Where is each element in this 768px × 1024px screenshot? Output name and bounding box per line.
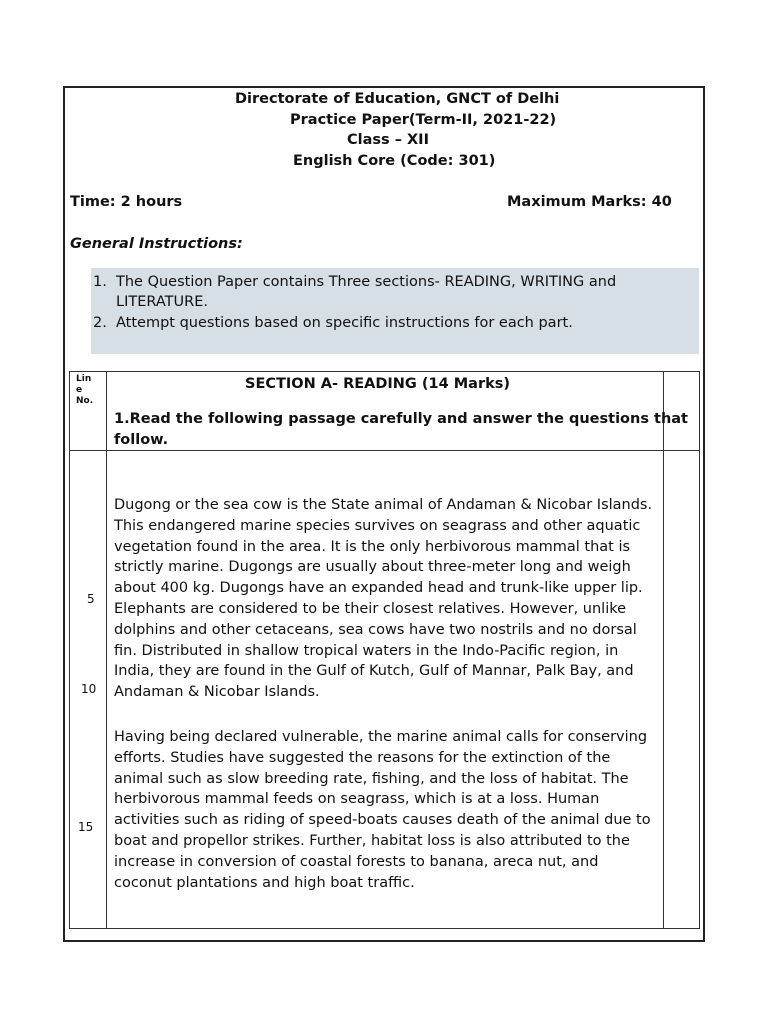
question-1-line-2: follow. — [114, 432, 169, 448]
general-instructions-heading: General Instructions: — [70, 236, 243, 252]
passage-line: activities such as riding of speed-boats causes death of the animal due to — [114, 812, 651, 829]
passage-line: coconut plantations and high boat traffic. — [114, 874, 415, 891]
instruction-1-line-2: LITERATURE. — [116, 294, 208, 310]
passage-line: efforts. Studies have suggested the reasons for the extinction of the — [114, 749, 611, 766]
passage-line: Elephants are considered to be their closest relatives. However, unlike — [114, 600, 627, 617]
instruction-1-number: 1. — [93, 274, 107, 290]
instruction-2-number: 2. — [93, 315, 107, 331]
passage-paragraph-1 — [114, 495, 659, 703]
passage-line: strictly marine. Dugongs are usually about three-meter long and weigh — [114, 559, 631, 576]
passage-line: boat and propellor strikes. Further, habitat loss is also attributed to the — [114, 832, 630, 849]
instruction-1-line-1: The Question Paper contains Three sections- READING, WRITING and — [116, 274, 617, 290]
passage-line: herbivorous mammal feeds on seagrass, which is at a loss. Human — [114, 791, 600, 808]
passage-line: vegetation found in the area. It is the only herbivorous mammal that is — [114, 538, 631, 555]
passage-line: Having being declared vulnerable, the marine animal calls for conserving — [114, 729, 648, 745]
question-1-line-1: 1.Read the following passage carefully and answer the questions that — [114, 411, 688, 427]
passage-line: fin. Distributed in shallow tropical waters in the Indo-Pacific region, in — [114, 642, 619, 659]
table-divider-marks — [663, 371, 664, 929]
passage-line: animal such as slow breeding rate, fishing, and the loss of habitat. The — [114, 770, 629, 787]
time-allowed: Time: 2 hours — [70, 194, 183, 210]
header-subject: English Core (Code: 301) — [293, 153, 496, 169]
passage-line: Dugong or the sea cow is the State animal of Andaman & Nicobar Islands. — [114, 497, 653, 513]
header-class: Class – XII — [347, 132, 429, 148]
passage-line: increase in conversion of coastal forests to banana, areca nut, and — [114, 853, 599, 870]
table-divider-line-number — [106, 371, 107, 929]
passage-paragraph-2 — [114, 727, 659, 893]
section-a-title: SECTION A- READING (14 Marks) — [245, 376, 511, 392]
line-number-5: 5 — [87, 592, 95, 606]
maximum-marks: Maximum Marks: 40 — [507, 194, 672, 210]
passage-line: dolphins and other cetaceans, sea cows have two nostrils and no dorsal — [114, 621, 637, 638]
passage-line: India, they are found in the Gulf of Kutch, Gulf of Mannar, Palk Bay, and — [114, 663, 634, 680]
header-directorate: Directorate of Education, GNCT of Delhi — [235, 91, 560, 107]
table-header-divider — [69, 450, 700, 451]
instruction-2-line-1: Attempt questions based on specific instructions for each part. — [116, 315, 573, 331]
line-number-column-header: Lin e No. — [76, 374, 94, 406]
line-number-10: 10 — [81, 682, 97, 696]
passage-line: Andaman & Nicobar Islands. — [114, 684, 320, 701]
passage-line: This endangered marine species survives on seagrass and other aquatic — [114, 517, 641, 534]
header-paper-title: Practice Paper(Term-II, 2021-22) — [290, 112, 557, 128]
line-number-15: 15 — [78, 820, 94, 834]
passage-line: about 400 kg. Dugongs have an expanded head and trunk-like upper lip. — [114, 580, 643, 597]
